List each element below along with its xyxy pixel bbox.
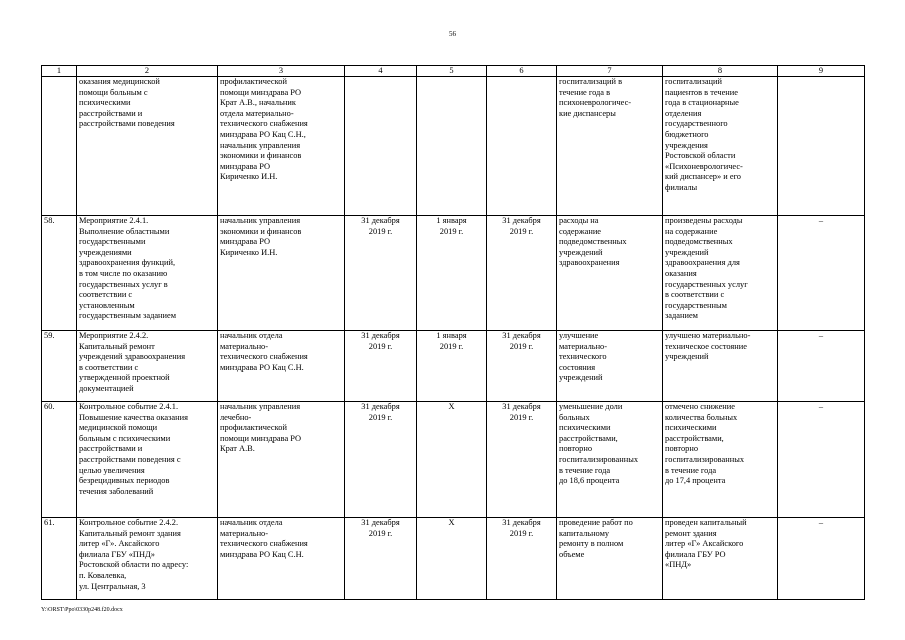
table-row <box>42 518 865 600</box>
responsible-cell: профилактической помощи минздрава РО Крат А.В., начальник отдела материально- технического снабжения минздрава РО Кац С.Н., начальник управления экономики и финансов минздрава РО Кириченко И.Н. <box>218 77 345 216</box>
end-date-cell: 31 декабря 2019 г. <box>487 331 557 402</box>
expected-result-cell: проведение работ по капитальному ремонту в полном объеме <box>557 518 663 600</box>
col-header: 5 <box>417 66 487 77</box>
col-header: 6 <box>487 66 557 77</box>
responsible-cell: начальник отдела материально- технического снабжения минздрава РО Кац С.Н. <box>218 518 345 600</box>
row-number: 59. <box>42 331 77 402</box>
row-number: 61. <box>42 518 77 600</box>
event-cell: оказания медицинской помощи больным с психическими расстройствами и расстройствами поведения <box>77 77 218 216</box>
table-row <box>42 77 865 216</box>
actual-result-cell: проведен капитальный ремонт здания литер «Г» Аксайского филиала ГБУ РО «ПНД» <box>663 518 778 600</box>
deadline-cell <box>345 77 417 216</box>
row-number <box>42 77 77 216</box>
expected-result-cell: госпитализаций в течение года в психоневрологичес- кие диспансеры <box>557 77 663 216</box>
event-cell: Контрольное событие 2.4.2. Капитальный ремонт здания литер «Г». Аксайского филиала ГБУ «ПНД» Ростовской области по адресу: п. Ковалевка, ул. Центральная, 3 <box>77 518 218 600</box>
note-cell: – <box>778 402 865 518</box>
expected-result-cell: улучшение материально- технического состояния учреждений <box>557 331 663 402</box>
responsible-cell: начальник управления лечебно- профилактической помощи минздрава РО Крат А.В. <box>218 402 345 518</box>
event-cell: Мероприятие 2.4.2. Капитальный ремонт учреждений здравоохранения в соответствии с утвержденной проектной документацией <box>77 331 218 402</box>
responsible-cell: начальник отдела материально- технического снабжения минздрава РО Кац С.Н. <box>218 331 345 402</box>
expected-result-cell: расходы на содержание подведомственных учреждений здравоохранения <box>557 216 663 331</box>
actual-result-cell: произведены расходы на содержание подведомственных учреждений здравоохранения для оказания государственных услуг в соответствии с государственным заданием <box>663 216 778 331</box>
col-header: 3 <box>218 66 345 77</box>
header-row <box>42 66 865 77</box>
col-header: 7 <box>557 66 663 77</box>
expected-result-cell: уменьшение доли больных психическими расстройствами, повторно госпитализированных в течение года до 18,6 процента <box>557 402 663 518</box>
note-cell: – <box>778 216 865 331</box>
report-table <box>41 65 865 600</box>
col-header: 2 <box>77 66 218 77</box>
start-date-cell <box>417 77 487 216</box>
note-cell <box>778 77 865 216</box>
end-date-cell: 31 декабря 2019 г. <box>487 518 557 600</box>
col-header: 1 <box>42 66 77 77</box>
event-cell: Контрольное событие 2.4.1. Повышение качества оказания медицинской помощи больным с психическими расстройствами и расстройствами поведения с целью увеличения безрецидивных периодов течения заболеваний <box>77 402 218 518</box>
deadline-cell: 31 декабря 2019 г. <box>345 216 417 331</box>
note-cell: – <box>778 518 865 600</box>
col-header: 4 <box>345 66 417 77</box>
responsible-cell: начальник управления экономики и финансов минздрава РО Кириченко И.Н. <box>218 216 345 331</box>
page-number: 56 <box>449 30 456 38</box>
event-cell: Мероприятие 2.4.1. Выполнение областными государственными учреждениями здравоохранения функций, в том числе по оказанию государственных услуг в соответствии с установленным государственным заданием <box>77 216 218 331</box>
actual-result-cell: отмечено снижение количества больных психическими расстройствами, повторно госпитализированных в течение года до 17,4 процента <box>663 402 778 518</box>
end-date-cell <box>487 77 557 216</box>
file-path-footer: Y:\ORST\Ppo\0330p248.f20.docx <box>41 607 123 613</box>
end-date-cell: 31 декабря 2019 г. <box>487 216 557 331</box>
col-header: 8 <box>663 66 778 77</box>
actual-result-cell: улучшено материально- техническое состояние учреждений <box>663 331 778 402</box>
end-date-cell: 31 декабря 2019 г. <box>487 402 557 518</box>
deadline-cell: 31 декабря 2019 г. <box>345 331 417 402</box>
col-header: 9 <box>778 66 865 77</box>
start-date-cell: 1 января 2019 г. <box>417 216 487 331</box>
row-number: 58. <box>42 216 77 331</box>
note-cell: – <box>778 331 865 402</box>
start-date-cell: 1 января 2019 г. <box>417 331 487 402</box>
table-row <box>42 402 865 518</box>
deadline-cell: 31 декабря 2019 г. <box>345 518 417 600</box>
table-row <box>42 216 865 331</box>
table-row <box>42 331 865 402</box>
actual-result-cell: госпитализаций пациентов в течение года в стационарные отделения государственного бюджетного учреждения Ростовской области «Психоневрологичес- кий диспансер» и его филиалы <box>663 77 778 216</box>
start-date-cell: Х <box>417 402 487 518</box>
deadline-cell: 31 декабря 2019 г. <box>345 402 417 518</box>
start-date-cell: Х <box>417 518 487 600</box>
row-number: 60. <box>42 402 77 518</box>
